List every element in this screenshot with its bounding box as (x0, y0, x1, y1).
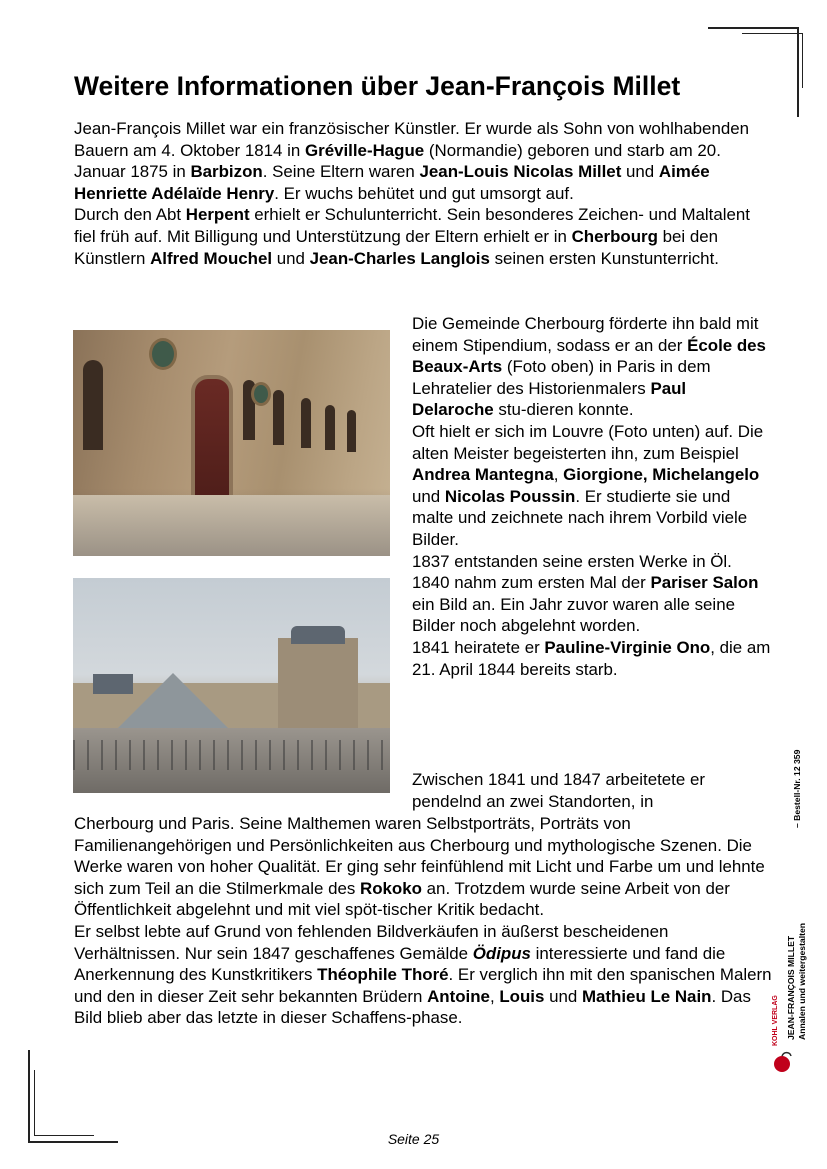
frame-right-line (797, 27, 799, 117)
publisher-logo-icon (770, 1050, 794, 1074)
side-imprint-order-number: – Bestell-Nr. 12 359 (792, 749, 802, 828)
page-title: Weitere Informationen über Jean-François Millet (74, 71, 681, 101)
photo-louvre (73, 578, 390, 793)
right-column-continuation: Zwischen 1841 und 1847 arbeitetete er pendelnd an zwei Standorten, in (412, 770, 705, 811)
side-imprint-subtitle: Annalen und weitergestalten (797, 923, 807, 1040)
frame-right-line-inner (802, 33, 803, 88)
frame-left-line-inner (34, 1070, 35, 1136)
closing-paragraph: Cherbourg und Paris. Seine Malthemen waren Selbstporträts, Porträts von Familienangehörigen und Persönlichkeiten aus Cherbourg und mythologische Szenen. Die Werke waren von hoher Qualität. Er ging sehr feinfühlend mit Licht und Farbe um und lehnte sich zum Teil an die Stilmerkmale des Rokoko an. Trotzdem wurde seine Arbeit von der Öffentlichkeit abgelehnt und mit viel spöt-tischer Kritik bedacht. Er selbst lebte auf Grund von fehlenden Bildverkäufen in äußerst bescheidenen Verhältnissen. Nur sein 1847 geschaffenes Gemälde Ödipus interessierte und fand die Anerkennung des Kunstkritikers Théophile Thoré. Er verglich ihn mit den spanischen Malern und den in dieser Zeit sehr bekannten Brüdern Antoine, Louis und Mathieu Le Nain. Das Bild blieb aber das letzte in dieser Schaffens-phase. (74, 814, 772, 1028)
right-column-paragraph: Die Gemeinde Cherbourg förderte ihn bald mit einem Stipendium, sodass er an der École des Beaux-Arts (Foto oben) in Paris in dem Lehratelier des Historienmalers Paul Delaroche stu-dieren konnte. Oft hielt er sich im Louvre (Foto unten) auf. Die alten Meister begeisterten ihn, zum Beispiel Andrea Mantegna, Giorgione, Michelangelo und Nicolas Poussin. Er studierte sie und malte und zeichnete nach ihrem Vorbild viele Bilder. 1837 entstanden seine ersten Werke in Öl. 1840 nahm zum ersten Mal der Pariser Salon ein Bild an. Ein Jahr zuvor waren alle seine Bilder noch abgelehnt worden. 1841 heiratete er Pauline-Virginie Ono, die am 21. April 1844 bereits starb. (412, 314, 771, 679)
page-number: Seite 25 (387, 1131, 440, 1147)
frame-left-line (28, 1050, 30, 1142)
photo-ecole-des-beaux-arts (73, 330, 390, 556)
frame-top-line (708, 27, 798, 29)
intro-paragraph: Jean-François Millet war ein französischer Künstler. Er wurde als Sohn von wohlhabenden Bauern am 4. Oktober 1814 in Gréville-Hague (Normandie) geboren und starb am 20. Januar 1875 in Barbizon. Seine Eltern waren Jean-Louis Nicolas Millet und Aimée Henriette Adélaïde Henry. Er wuchs behütet und gut umsorgt auf. Durch den Abt Herpent erhielt er Schulunterricht. Sein besonderes Zeichen- und Maltalent fiel früh auf. Mit Billigung und Unterstützung der Eltern erhielt er in Cherbourg bei den Künstlern Alfred Mouchel und Jean-Charles Langlois seinen ersten Kunstunterricht. (74, 119, 751, 268)
publisher-name: KOHL VERLAG (772, 995, 779, 1046)
side-imprint-title: JEAN-FRANÇOIS MILLET (786, 935, 796, 1040)
side-imprint (786, 710, 812, 1040)
frame-top-line-inner (742, 33, 802, 34)
